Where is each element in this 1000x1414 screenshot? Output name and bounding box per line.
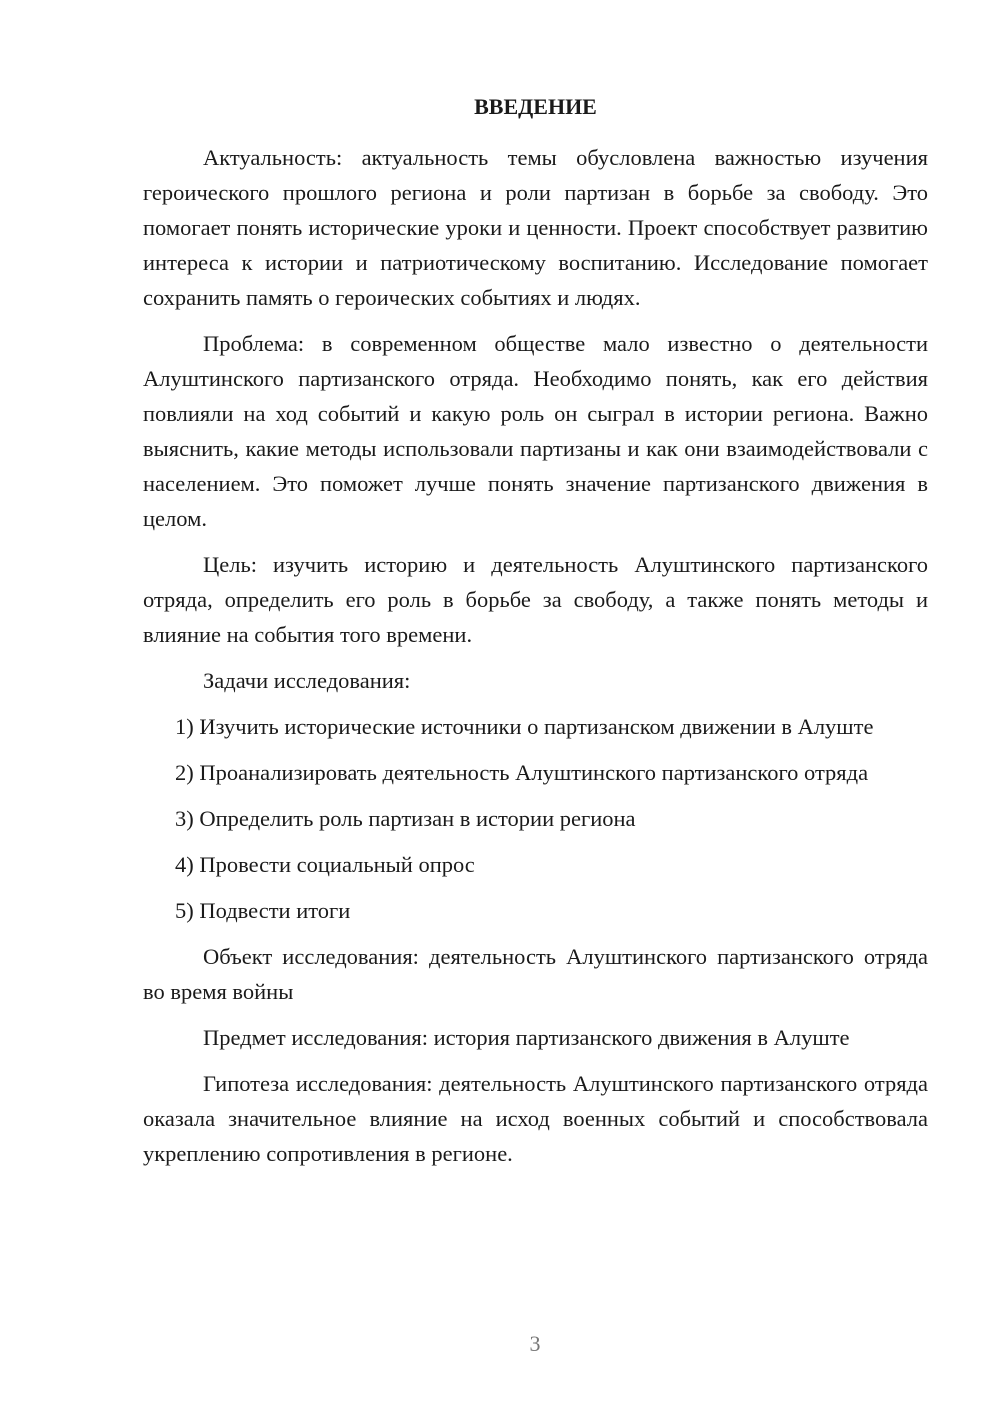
relevance-paragraph: Актуальность: актуальность темы обусловлена важностью изучения героического прошлого региона и роли партизан в борьбе за свободу. Это помогает понять исторические уроки и ценности. Проект способствует развитию интереса к истории и патриотическому воспитанию. Исследование помогает сохранить память о героических событиях и людях. [143, 145, 928, 310]
tasks-heading: Задачи исследования: [203, 668, 411, 693]
object-paragraph: Объект исследования: деятельность Алуштинского партизанского отряда во время войны [143, 944, 928, 1004]
subject-paragraph: Предмет исследования: история партизанского движения в Алуште [203, 1025, 850, 1050]
task-item: 2) Проанализировать деятельность Алуштинского партизанского отряда [175, 760, 869, 785]
page-number: 3 [529, 1331, 541, 1356]
document-page [143, 92, 928, 1182]
task-item: 3) Определить роль партизан в истории региона [175, 806, 636, 831]
goal-paragraph: Цель: изучить историю и деятельность Алуштинского партизанского отряда, определить его роль в борьбе за свободу, а также понять методы и влияние на события того времени. [143, 552, 928, 647]
hypothesis-paragraph: Гипотеза исследования: деятельность Алуштинского партизанского отряда оказала значительное влияние на исход военных событий и способствовала укреплению сопротивления в регионе. [143, 1071, 928, 1166]
problem-paragraph: Проблема: в современном обществе мало известно о деятельности Алуштинского партизанского отряда. Необходимо понять, как его действия повлияли на ход событий и какую роль он сыграл в истории региона. Важно выяснить, какие методы использовали партизаны и как они взаимодействовали с населением. Это поможет лучше понять значение партизанского движения в целом. [143, 331, 928, 531]
task-item: 4) Провести социальный опрос [175, 852, 475, 877]
section-title: ВВЕДЕНИЕ [474, 94, 597, 119]
task-item: 5) Подвести итоги [175, 898, 351, 923]
task-item: 1) Изучить исторические источники о партизанском движении в Алуште [175, 714, 874, 739]
